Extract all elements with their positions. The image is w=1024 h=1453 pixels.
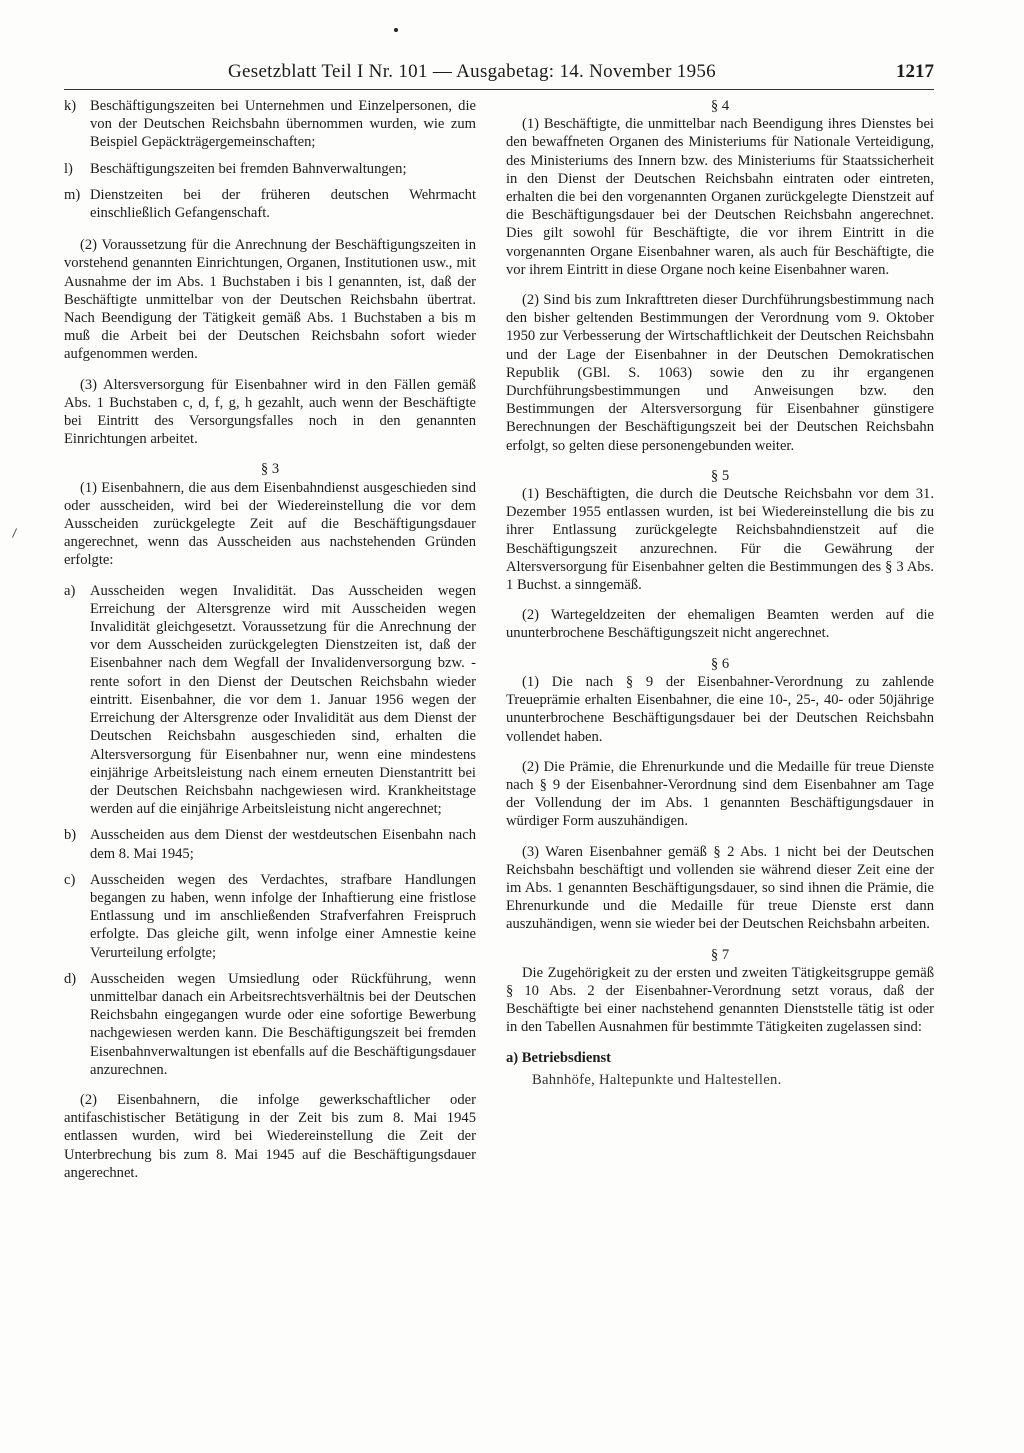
list-item-c [64, 871, 476, 962]
paragraph-6-2: (2) Die Prämie, die Ehrenurkunde und die Medaille für treue Dienste nach § 9 der Eisenbahner-Verordnung sind dem Eisenbahner am Tage der Vollendung der im Abs. 1 genannten Beschäftigungsdauer in würdiger Form auszuhändigen. [506, 758, 934, 830]
paragraph-3-1: (1) Eisenbahnern, die aus dem Eisenbahndienst ausgeschieden sind oder ausscheiden, wird bei der Wiedereinstellung die vor dem Ausscheiden zurückgelegte Zeit auf die Beschäftigungsdauer angerechnet, wenn das Ausscheiden aus nachstehenden Gründen erfolgte: [64, 479, 476, 569]
page-header [228, 61, 934, 87]
item-label: b) [64, 827, 77, 844]
section-6-heading: § 6 [710, 655, 730, 672]
item-text: Beschäftigungszeiten bei fremden Bahnverwaltungen; [90, 160, 407, 177]
list-item-l [64, 160, 476, 178]
paragraph-3-2: (2) Eisenbahnern, die infolge gewerkschaftlicher oder antifaschistischer Betätigung in der Zeit bis zum 8. Mai 1945 entlassen wurden, wird bei Wiedereinstellung die Zeit der Unterbrechung bis zum 8. Mai 1945 auf die Beschäftigungsdauer angerechnet. [64, 1091, 476, 1181]
paragraph-4-1: (1) Beschäftigte, die unmittelbar nach Beendigung ihres Dienstes bei den bewaffneten Organen des Ministeriums für Nationale Verteidigung, des Ministeriums des Innern bzw. des Ministeriums für Staatssicherheit in den Dienst der Deutschen Reichsbahn eintraten oder eintreten, erhalten die bei den vorgenannten Organen zurückgelegte Dienstzeit auf die Beschäftigungsdauer bei der Deutschen Reichsbahn angerechnet. Dies gilt sowohl für Beschäftigte, die vor ihrem Eintritt in die vorgenannten Organe Eisenbahner waren, als auch für Beschäftigte, die vor ihrem Eintritt in diese Organe noch keine Eisenbahner waren. [506, 116, 934, 278]
paragraph-5-1: (1) Beschäftigten, die durch die Deutsche Reichsbahn vor dem 31. Dezember 1955 entlassen wurden, ist bei Wiedereinstellung die bis zu ihrer Entlassung zurückgelegte Reichsbahndienstzeit auf die Beschäftigungszeit anzurechnen. Für die Gewährung der Altersversorgung für Eisenbahner gelten die Bestimmungen des § 3 Abs. 1 Buchst. a sinngemäß. [506, 486, 934, 594]
section-3-heading: § 3 [260, 461, 280, 478]
item-label: d) [64, 970, 77, 987]
paragraph-7-1: Die Zugehörigkeit zu der ersten und zweiten Tätigkeitsgruppe gemäß § 10 Abs. 2 der Eisenbahner-Verordnung setzt voraus, daß der Beschäftigte bei einer nachstehend genannten Dienststelle tätig ist oder in den Tabellen Ausnahmen für bestimmte Tätigkeiten zugelassen sind: [506, 964, 934, 1036]
item-label: c) [64, 871, 76, 888]
right-column [506, 97, 934, 1089]
page-number: 1217 [896, 61, 934, 82]
paragraph-2-2: (2) Voraussetzung für die Anrechnung der Beschäftigungszeiten in vorstehend genannten Einrichtungen, Organen, Institutionen usw., mit Ausnahme der im Abs. 1 Buchstaben i bis l genannten, ist, daß der Beschäftigte unmittelbar von der Deutschen Reichsbahn übertrat. Nach Beendigung der Tätigkeit gemäß Abs. 1 Buchstaben a bis m muß die Arbeit bei der Deutschen Reichsbahn sofort wieder aufgenommen werden. [64, 237, 476, 363]
left-column [64, 97, 476, 1194]
paragraph-4-2: (2) Sind bis zum Inkrafttreten dieser Durchführungsbestimmung nach den bisher geltenden Bestimmungen der Verordnung vom 9. Oktober 1950 zur Verbesserung der Wirtschaftlichkeit der Deutschen Reichsbahn und der Lage der Eisenbahner in der Deutschen Demokratischen Republik (GBl. S. 1063) sowie den zu ihr ergangenen Durchführungsbestimmungen und Anweisungen bzw. den Bestimmungen der Altersversorgung für Eisenbahner günstigere Berechnungen der Beschäftigungszeit bei der Deutschen Reichsbahn erfolgt, so gelten diese personengebunden weiter. [506, 292, 934, 454]
section-7-heading: § 7 [710, 946, 730, 963]
gazette-title: Gesetzblatt Teil I Nr. 101 — Ausgabetag: 14. November 1956 [228, 61, 716, 82]
item-text: Dienstzeiten bei der früheren deutschen Wehrmacht einschließlich Gefangenschaft. [90, 186, 476, 222]
header-rule [64, 89, 934, 90]
item-text: Ausscheiden wegen Umsiedlung oder Rückführung, wenn unmittelbar danach ein Arbeitsrechtsverhältnis bei der Deutschen Reichsbahn eingegangen wurde oder eine sofortige Bewerbung nachgewiesen werden kann. Die Beschäftigungszeit bei fremden Eisenbahnverwaltungen ist ebenfalls auf die Beschäftigungsdauer anzurechnen. [90, 970, 476, 1078]
item-text: Ausscheiden aus dem Dienst der westdeutschen Eisenbahn nach dem 8. Mai 1945; [90, 827, 476, 862]
item-label: k) [64, 98, 77, 114]
paragraph-6-3: (3) Waren Eisenbahner gemäß § 2 Abs. 1 nicht bei der Deutschen Reichsbahn beschäftigt und vollenden sie während dieser Zeit eine der im Abs. 1 genannten Beschäftigungsdauer, so sind ihnen die Prämie, die Ehrenurkunde und die Medaille für treue Dienste erst dann auszuhändigen, wenn sie wieder bei der Deutschen Reichsbahn arbeiten. [506, 843, 934, 933]
section-4-heading: § 4 [710, 98, 730, 114]
list-item-m [64, 186, 476, 222]
paragraph-2-3: (3) Altersversorgung für Eisenbahner wird in den Fällen gemäß Abs. 1 Buchstaben c, d, f, g, h gezahlt, auch wenn der Beschäftigte bei Eintritt des Versorgungsfalles noch in den genannten Einrichtungen arbeitet. [64, 376, 476, 448]
subsection-a-text: Bahnhöfe, Haltepunkte und Haltestellen. [532, 1071, 782, 1088]
item-text: Ausscheiden wegen des Verdachtes, strafbare Handlungen begangen zu haben, wenn infolge der Inhaftierung eine fristlose Entlassung und im anschließenden Strafverfahren Freispruch erfolgte. Das gleiche gilt, wenn infolge einer Amnestie keine Verurteilung erfolgte; [90, 871, 476, 961]
margin-mark [12, 528, 17, 537]
list-item-d [64, 970, 476, 1079]
list-item-a [64, 582, 476, 819]
paragraph-5-2: (2) Wartegeldzeiten der ehemaligen Beamten werden auf die ununterbrochene Beschäftigungszeit nicht angerechnet. [506, 607, 934, 642]
section-5-heading: § 5 [710, 467, 730, 484]
subsection-a-heading: a) Betriebsdienst [506, 1049, 611, 1066]
print-speck [394, 28, 398, 32]
item-text: Ausscheiden wegen Invalidität. Das Ausscheiden wegen Erreichung der Altersgrenze wird mit Ausscheiden wegen Invalidität gleichgesetzt. Voraussetzung für die Anrechnung der vor dem Ausscheiden zurückgelegten Dienstzeiten ist, daß der Eisenbahner nach dem Wegfall der Invalidenversorgung bzw. -rente sofort in den Dienst der Deutschen Reichsbahn wieder eintritt. Eisenbahner, die vor dem 1. Januar 1956 wegen der Erreichung der Altersgrenze oder Invalidität aus dem Dienst der Deutschen Reichsbahn ausgeschieden sind, erhalten die Altersversorgung für Eisenbahner nur, wenn eine mindestens einjährige Arbeitsleistung nach einem erneuten Dienstantritt bei der Deutschen Reichsbahn nachgewiesen wird. Krankheitstage werden auf die einjährige Arbeitsleistung nicht angerechnet; [90, 582, 476, 818]
item-label: a) [64, 582, 76, 599]
list-item-b [64, 826, 476, 862]
item-label: l) [64, 160, 73, 177]
item-text: Beschäftigungszeiten bei Unternehmen und Einzelpersonen, die von der Deutschen Reichsbahn übernommen wurden, wie zum Beispiel Gepäckträgergemeinschaften; [90, 98, 476, 151]
list-item-k [64, 97, 476, 152]
paragraph-6-1: (1) Die nach § 9 der Eisenbahner-Verordnung zu zahlende Treueprämie erhalten Eisenbahner, die eine 10-, 25-, 40- oder 50jährige ununterbrochene Beschäftigungsdauer bei der Deutschen Reichsbahn vollendet haben. [506, 673, 934, 745]
item-label: m) [64, 186, 81, 203]
